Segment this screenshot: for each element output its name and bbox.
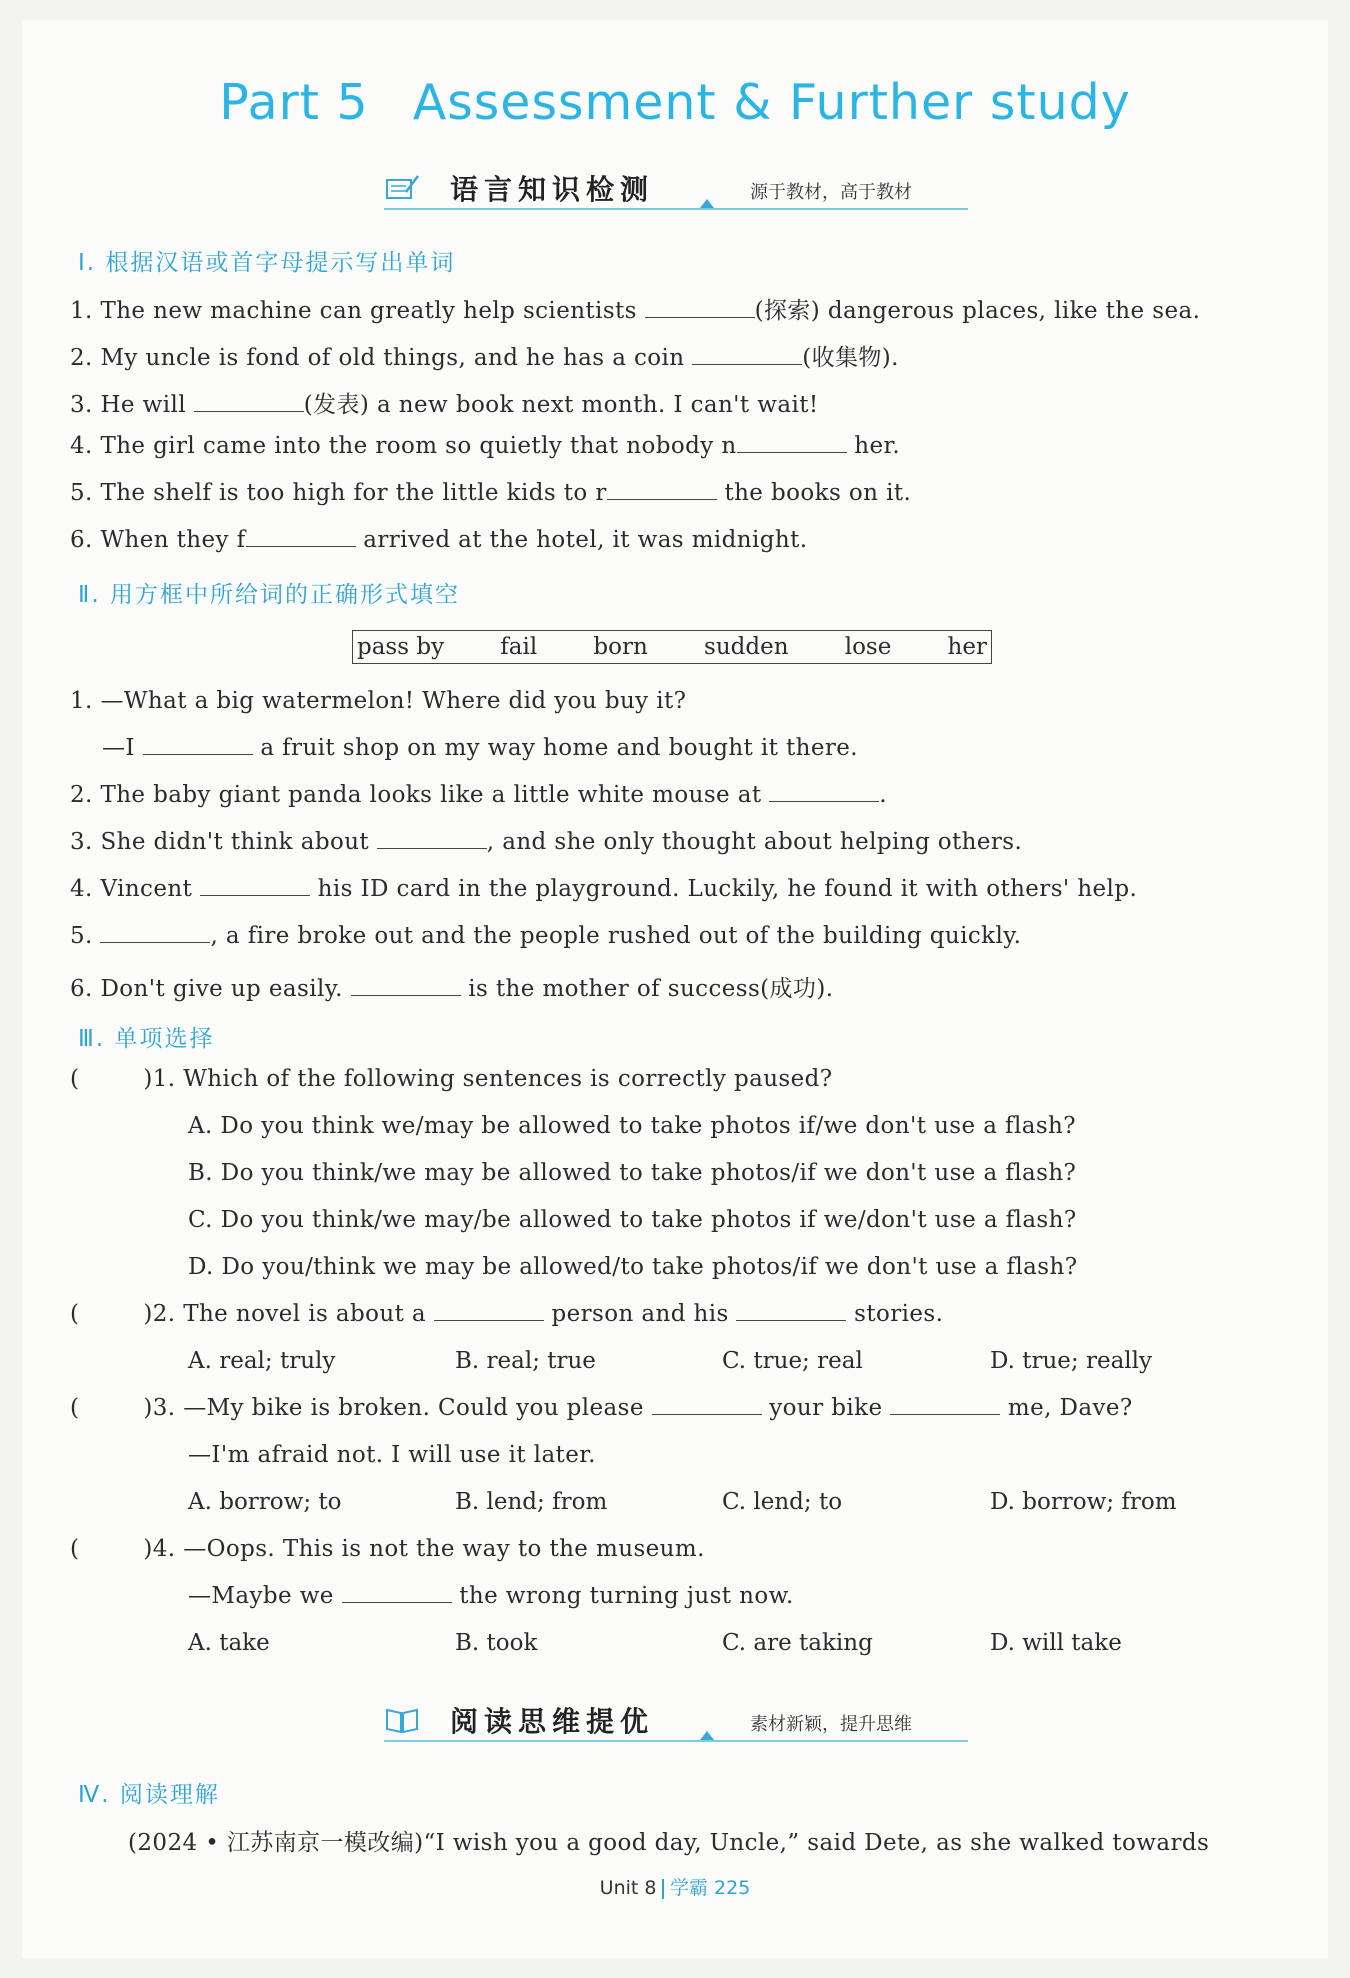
answer-blank[interactable] <box>143 736 253 755</box>
answer-blank[interactable] <box>200 877 310 896</box>
answer-blank[interactable] <box>736 1302 846 1321</box>
answer-blank[interactable] <box>652 1396 762 1415</box>
section-subtitle: 源于教材，高于教材 <box>750 182 912 203</box>
q4-reply: —Maybe we the wrong turning just now. <box>188 1583 794 1609</box>
q3-reply: —I'm afraid not. I will use it later. <box>188 1442 596 1468</box>
part-number: Part 5 <box>219 74 369 131</box>
p2-item-6: 6. Don't give up easily. is the mother of success(成功). <box>70 976 834 1002</box>
part-2-heading: Ⅱ. 用方框中所给词的正确形式填空 <box>78 582 460 608</box>
q4-option-a[interactable]: A. take <box>188 1630 270 1656</box>
p1-item-4: 4. The girl came into the room so quietly that nobody n her. <box>70 433 901 459</box>
q3-option-a[interactable]: A. borrow; to <box>188 1489 342 1515</box>
reading-first-line <box>128 1824 1209 1857</box>
section-banner-knowledge <box>384 166 968 210</box>
page-title <box>0 74 1350 131</box>
q1-stem: ( )1. Which of the following sentences is correctly paused? <box>70 1066 833 1092</box>
answer-blank[interactable] <box>100 924 210 943</box>
p1-item-3: 3. He will (发表) a new book next month. I can't wait! <box>70 392 819 418</box>
q3-option-c[interactable]: C. lend; to <box>722 1489 843 1515</box>
triangle-marker-icon <box>700 199 714 208</box>
answer-blank[interactable] <box>377 830 487 849</box>
word-option: lose <box>844 634 892 660</box>
part-name: Assessment & Further study <box>412 74 1131 131</box>
page-footer <box>0 1873 1350 1900</box>
q3-stem: ( )3. —My bike is broken. Could you please your bike me, Dave? <box>70 1395 1133 1421</box>
q1-option-b[interactable]: B. Do you think/we may be allowed to take photos/if we don't use a flash? <box>188 1160 1077 1186</box>
p1-item-5: 5. The shelf is too high for the little kids to r the books on it. <box>70 480 912 506</box>
word-box <box>352 630 992 664</box>
answer-blank[interactable] <box>351 977 461 996</box>
triangle-marker-icon <box>700 1731 714 1740</box>
answer-blank[interactable] <box>890 1396 1000 1415</box>
word-option: sudden <box>704 634 789 660</box>
footer-brand: 学霸 <box>669 1877 708 1899</box>
q1-option-a[interactable]: A. Do you think we/may be allowed to take photos if/we don't use a flash? <box>188 1113 1076 1139</box>
part-4-heading: Ⅳ. 阅读理解 <box>78 1782 220 1808</box>
page-number: 225 <box>714 1877 751 1899</box>
word-option: born <box>593 634 648 660</box>
q2-option-a[interactable]: A. real; truly <box>188 1348 336 1374</box>
answer-blank[interactable] <box>692 346 802 365</box>
section-heading: 阅读思维提优 <box>450 1705 655 1738</box>
notebook-pen-icon <box>384 172 420 202</box>
p2-item-1-q: 1. —What a big watermelon! Where did you buy it? <box>70 688 687 714</box>
answer-blank[interactable] <box>645 299 755 318</box>
q4-option-c[interactable]: C. are taking <box>722 1630 873 1656</box>
word-option: pass by <box>357 634 445 660</box>
q1-option-d[interactable]: D. Do you/think we may be allowed/to take photos/if we don't use a flash? <box>188 1254 1078 1280</box>
answer-blank[interactable] <box>342 1584 452 1603</box>
q4-option-b[interactable]: B. took <box>455 1630 538 1656</box>
q4-stem: ( )4. —Oops. This is not the way to the museum. <box>70 1536 705 1562</box>
q2-option-c[interactable]: C. true; real <box>722 1348 863 1374</box>
answer-blank[interactable] <box>434 1302 544 1321</box>
section-banner-reading <box>384 1698 968 1742</box>
p2-item-3: 3. She didn't think about , and she only thought about helping others. <box>70 829 1023 855</box>
word-option: fail <box>500 634 538 660</box>
p2-item-1-a: —I a fruit shop on my way home and bought it there. <box>102 735 858 761</box>
answer-blank[interactable] <box>769 783 879 802</box>
answer-blank[interactable] <box>194 393 304 412</box>
open-book-icon <box>384 1704 420 1734</box>
q3-option-d[interactable]: D. borrow; from <box>990 1489 1177 1515</box>
q2-option-d[interactable]: D. true; really <box>990 1348 1152 1374</box>
p2-item-5: 5. , a fire broke out and the people rushed out of the building quickly. <box>70 923 1022 949</box>
reading-text: “I wish you a good day, Uncle,” said Dete, as she walked towards <box>423 1830 1210 1856</box>
section-underline <box>384 208 968 210</box>
answer-blank[interactable] <box>607 481 717 500</box>
q1-option-c[interactable]: C. Do you think/we may/be allowed to take photos if we/don't use a flash? <box>188 1207 1077 1233</box>
p1-item-6: 6. When they f arrived at the hotel, it was midnight. <box>70 527 808 553</box>
p1-item-2: 2. My uncle is fond of old things, and he has a coin (收集物). <box>70 345 899 371</box>
part-1-heading: Ⅰ. 根据汉语或首字母提示写出单词 <box>78 250 456 276</box>
q2-stem: ( )2. The novel is about a person and his stories. <box>70 1301 944 1327</box>
p2-item-2: 2. The baby giant panda looks like a little white mouse at . <box>70 782 887 808</box>
section-underline <box>384 1740 968 1742</box>
section-heading: 语言知识检测 <box>450 173 655 206</box>
reading-source: (2024 • 江苏南京一模改编) <box>128 1830 424 1856</box>
q2-option-b[interactable]: B. real; true <box>455 1348 596 1374</box>
word-option: her <box>947 634 987 660</box>
section-subtitle: 素材新颖，提升思维 <box>750 1714 912 1735</box>
q3-option-b[interactable]: B. lend; from <box>455 1489 608 1515</box>
p2-item-4: 4. Vincent his ID card in the playground. Luckily, he found it with others' help. <box>70 876 1138 902</box>
answer-blank[interactable] <box>737 434 847 453</box>
p1-item-1: 1. The new machine can greatly help scientists (探索) dangerous places, like the sea. <box>70 298 1201 324</box>
part-3-heading: Ⅲ. 单项选择 <box>78 1026 215 1052</box>
answer-blank[interactable] <box>246 528 356 547</box>
q4-option-d[interactable]: D. will take <box>990 1630 1122 1656</box>
footer-unit: Unit 8 <box>599 1877 657 1899</box>
